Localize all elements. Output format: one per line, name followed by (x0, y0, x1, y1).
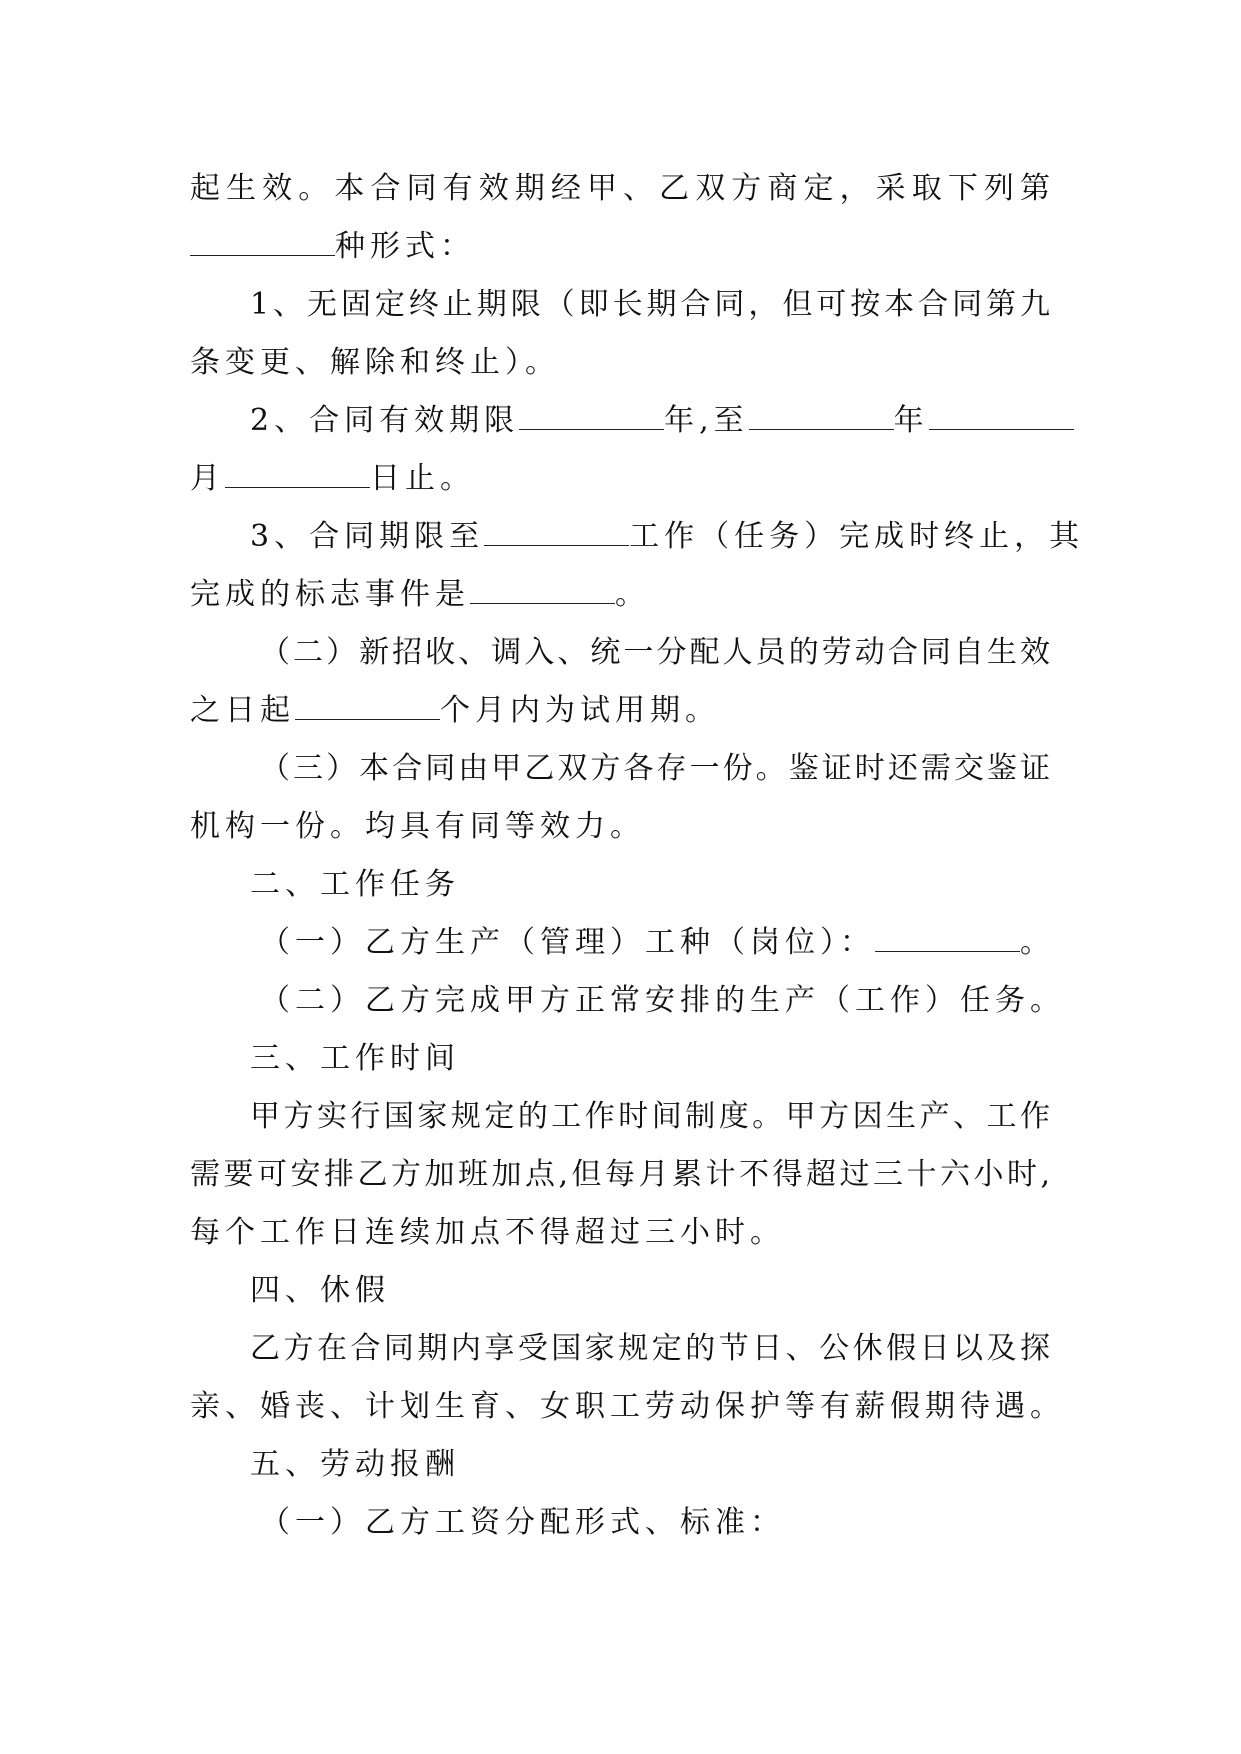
text-line: （三）本合同由甲乙双方各存一份。鉴证时还需交鉴证 (260, 751, 1050, 786)
blank-field (470, 577, 615, 604)
blank-field (225, 461, 370, 488)
text-line (190, 682, 1050, 740)
text-line (190, 566, 1050, 624)
text-segment: 完成的标志事件是 (190, 577, 470, 612)
text-segment: 年 (893, 403, 929, 438)
text-line: （二）新招收、调入、统一分配人员的劳动合同自生效 (260, 635, 1050, 670)
text-segment: 日止。 (370, 461, 475, 496)
text-segment: 年,至 (664, 403, 749, 438)
document-page (190, 160, 1085, 1552)
text-line: 乙方在合同期内享受国家规定的节日、公休假日以及探 (250, 1331, 1050, 1366)
blank-field (519, 403, 664, 430)
blank-field (749, 403, 894, 430)
text-line: 需要可安排乙方加班加点,但每月累计不得超过三十六小时, (190, 1157, 1050, 1192)
section-heading: 五、劳动报酬 (250, 1447, 460, 1482)
text-line (190, 218, 1050, 276)
text-line: （一）乙方工资分配形式、标准： (260, 1505, 785, 1540)
blank-field (190, 229, 335, 256)
text-line: 机构一份。均具有同等效力。 (190, 809, 645, 844)
section-heading: 三、工作时间 (250, 1041, 460, 1076)
text-segment: 。 (615, 577, 650, 612)
text-segment: 个月内为试用期。 (440, 693, 720, 728)
blank-field (295, 693, 440, 720)
text-segment: 2、合同有效期限 (250, 403, 520, 438)
text-line: 每个工作日连续加点不得超过三小时。 (190, 1215, 785, 1250)
text-line (190, 914, 1055, 972)
text-line: （二）乙方完成甲方正常安排的生产（工作）任务。 (260, 983, 1065, 1018)
section-heading: 二、工作任务 (250, 867, 460, 902)
text-line: 1、无固定终止期限（即长期合同，但可按本合同第九 (250, 287, 1050, 322)
text-line: 亲、婚丧、计划生育、女职工劳动保护等有薪假期待遇。 (190, 1389, 1065, 1424)
text-line (190, 508, 1085, 566)
text-segment: 工作（任务）完成时终止，其 (629, 519, 1085, 554)
blank-field (875, 925, 1020, 952)
text-line (190, 450, 1050, 508)
text-line (190, 392, 1050, 450)
text-segment: 种形式： (335, 229, 475, 264)
text-segment: 。 (1020, 925, 1055, 960)
blank-field (484, 519, 629, 546)
text-segment: 月 (190, 461, 225, 496)
text-line: 甲方实行国家规定的工作时间制度。甲方因生产、工作 (250, 1099, 1050, 1134)
text-segment: （一）乙方生产（管理）工种（岗位）： (260, 925, 875, 960)
text-line: 条变更、解除和终止）。 (190, 345, 560, 380)
text-segment: 3、合同期限至 (250, 519, 485, 554)
section-heading: 四、休假 (250, 1273, 390, 1308)
blank-field (929, 403, 1074, 430)
text-segment: 之日起 (190, 693, 295, 728)
text-line: 起生效。本合同有效期经甲、乙双方商定，采取下列第 (190, 171, 1050, 206)
